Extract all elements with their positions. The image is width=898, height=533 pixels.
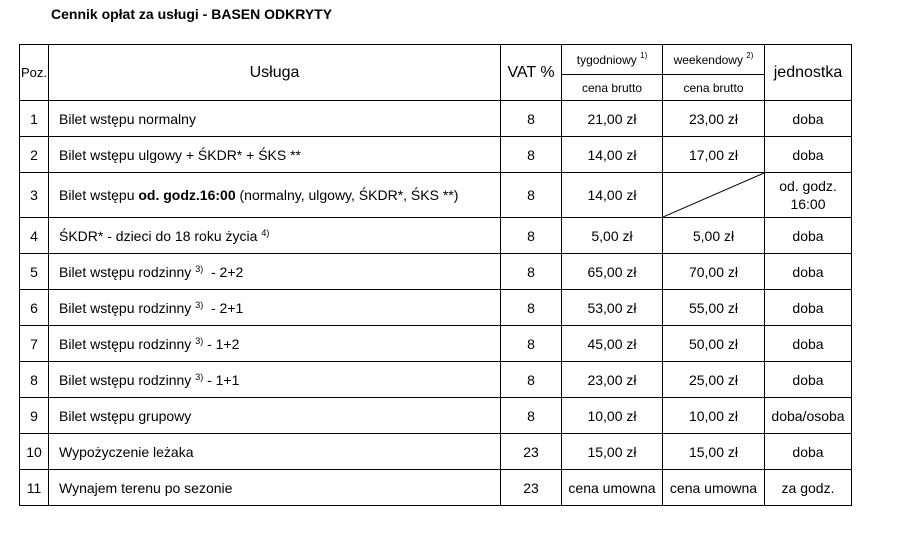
- table-row: [20, 326, 852, 362]
- cell-unit: doba: [765, 218, 852, 254]
- cell-vat: 8: [501, 173, 562, 218]
- cell-unit: doba: [765, 137, 852, 173]
- table-row: [20, 290, 852, 326]
- cell-name: [49, 254, 501, 290]
- header-weekend-label: weekendowy: [673, 52, 743, 67]
- cell-weekend-empty: [663, 173, 765, 218]
- cell-name-note: 3): [195, 299, 204, 310]
- cell-unit-line1: od. godz.: [779, 178, 837, 194]
- cell-name: Wypożyczenie leżaka: [49, 434, 501, 470]
- cell-name-post: - 1+2: [203, 335, 240, 352]
- cell-weekday-price: 53,00 zł: [562, 290, 663, 326]
- table-row: [20, 137, 852, 173]
- cell-poz: 2: [20, 137, 49, 173]
- diagonal-line: [663, 173, 764, 217]
- page-title: Cennik opłat za usługi - BASEN ODKRYTY: [51, 6, 333, 22]
- cell-name: [49, 326, 501, 362]
- cell-name: Bilet wstępu ulgowy + ŚKDR* + ŚKS **: [49, 137, 501, 173]
- cell-unit: doba: [765, 434, 852, 470]
- cell-name-post: (normalny, ulgowy, ŚKDR*, ŚKS **): [235, 187, 459, 203]
- cell-name-text: Bilet wstępu rodzinny: [59, 335, 192, 352]
- header-weekend-note: 2): [746, 50, 754, 60]
- cell-name-bold: od. godz.16:00: [138, 187, 236, 203]
- cell-poz: 4: [20, 218, 49, 254]
- cell-unit-line2: 16:00: [790, 196, 826, 212]
- cell-unit: doba: [765, 362, 852, 398]
- cell-weekday-price: 15,00 zł: [562, 434, 663, 470]
- cell-poz: 9: [20, 398, 49, 434]
- cell-weekday-price: 14,00 zł: [562, 173, 663, 218]
- cell-vat: 8: [501, 326, 562, 362]
- cell-name-post: - 2+2: [203, 263, 244, 280]
- cell-name: [49, 290, 501, 326]
- cell-poz: 7: [20, 326, 49, 362]
- cell-poz: 6: [20, 290, 49, 326]
- table-row: [20, 470, 852, 506]
- cell-poz: 1: [20, 101, 49, 137]
- cell-weekday-price: 23,00 zł: [562, 362, 663, 398]
- cell-weekend-price: 23,00 zł: [663, 101, 765, 137]
- cell-unit: doba: [765, 326, 852, 362]
- cell-vat: 8: [501, 254, 562, 290]
- table-row: [20, 398, 852, 434]
- cell-name-note: 4): [261, 227, 270, 238]
- cell-weekday-price: 45,00 zł: [562, 326, 663, 362]
- cell-poz: 10: [20, 434, 49, 470]
- header-weekday-sub: cena brutto: [562, 75, 663, 101]
- table-row: [20, 173, 852, 218]
- header-vat: VAT %: [501, 45, 562, 101]
- header-poz: Poz.: [20, 45, 49, 101]
- cell-weekend-price: 25,00 zł: [663, 362, 765, 398]
- cell-vat: 8: [501, 137, 562, 173]
- cell-unit: doba: [765, 101, 852, 137]
- table-row: [20, 101, 852, 137]
- header-weekday: [562, 45, 663, 75]
- cell-poz: 11: [20, 470, 49, 506]
- table-row: [20, 254, 852, 290]
- cell-weekday-price: 10,00 zł: [562, 398, 663, 434]
- cell-weekend-price: 55,00 zł: [663, 290, 765, 326]
- cell-name-pre: Bilet wstępu: [59, 187, 139, 203]
- header-weekend: [663, 45, 765, 75]
- cell-name-text: ŚKDR* - dzieci do 18 roku życia: [59, 227, 258, 244]
- cell-vat: 8: [501, 218, 562, 254]
- cell-name: [49, 173, 501, 218]
- cell-name: [49, 362, 501, 398]
- cell-weekend-price: 5,00 zł: [663, 218, 765, 254]
- cell-weekday-price: 5,00 zł: [562, 218, 663, 254]
- table-row: [20, 434, 852, 470]
- cell-poz: 3: [20, 173, 49, 218]
- cell-vat: 8: [501, 290, 562, 326]
- cell-name-text: Bilet wstępu rodzinny: [59, 299, 192, 316]
- header-weekday-note: 1): [640, 50, 648, 60]
- cell-name: Bilet wstępu normalny: [49, 101, 501, 137]
- cell-weekend-price: 17,00 zł: [663, 137, 765, 173]
- cell-unit: za godz.: [765, 470, 852, 506]
- cell-weekend-price: 70,00 zł: [663, 254, 765, 290]
- header-weekend-sub: cena brutto: [663, 75, 765, 101]
- cell-name: [49, 218, 501, 254]
- table-row: [20, 218, 852, 254]
- price-table: [19, 44, 852, 506]
- cell-weekend-price: 15,00 zł: [663, 434, 765, 470]
- cell-name-note: 3): [195, 335, 204, 346]
- cell-unit: doba/osoba: [765, 398, 852, 434]
- cell-name: Bilet wstępu grupowy: [49, 398, 501, 434]
- header-unit: jednostka: [765, 45, 852, 101]
- cell-name-note: 3): [195, 263, 204, 274]
- cell-poz: 5: [20, 254, 49, 290]
- header-usluga: Usługa: [49, 45, 501, 101]
- cell-unit: doba: [765, 254, 852, 290]
- cell-weekday-price: cena umowna: [562, 470, 663, 506]
- header-row-top: [20, 45, 852, 75]
- cell-vat: 23: [501, 434, 562, 470]
- cell-vat: 8: [501, 362, 562, 398]
- table-row: [20, 362, 852, 398]
- cell-vat: 8: [501, 398, 562, 434]
- cell-weekend-price: 50,00 zł: [663, 326, 765, 362]
- cell-weekend-price: 10,00 zł: [663, 398, 765, 434]
- cell-vat: 23: [501, 470, 562, 506]
- cell-name-note: 3): [195, 371, 204, 382]
- cell-weekend-price: cena umowna: [663, 470, 765, 506]
- cell-poz: 8: [20, 362, 49, 398]
- cell-name-post: - 1+1: [203, 371, 240, 388]
- cell-weekday-price: 65,00 zł: [562, 254, 663, 290]
- cell-name-post: - 2+1: [203, 299, 244, 316]
- cell-unit: [765, 173, 852, 218]
- header-weekday-label: tygodniowy: [576, 52, 637, 67]
- cell-weekday-price: 21,00 zł: [562, 101, 663, 137]
- cell-unit: doba: [765, 290, 852, 326]
- cell-weekday-price: 14,00 zł: [562, 137, 663, 173]
- cell-name-text: Bilet wstępu rodzinny: [59, 371, 192, 388]
- cell-name-text: Bilet wstępu rodzinny: [59, 263, 192, 280]
- cell-name: Wynajem terenu po sezonie: [49, 470, 501, 506]
- cell-vat: 8: [501, 101, 562, 137]
